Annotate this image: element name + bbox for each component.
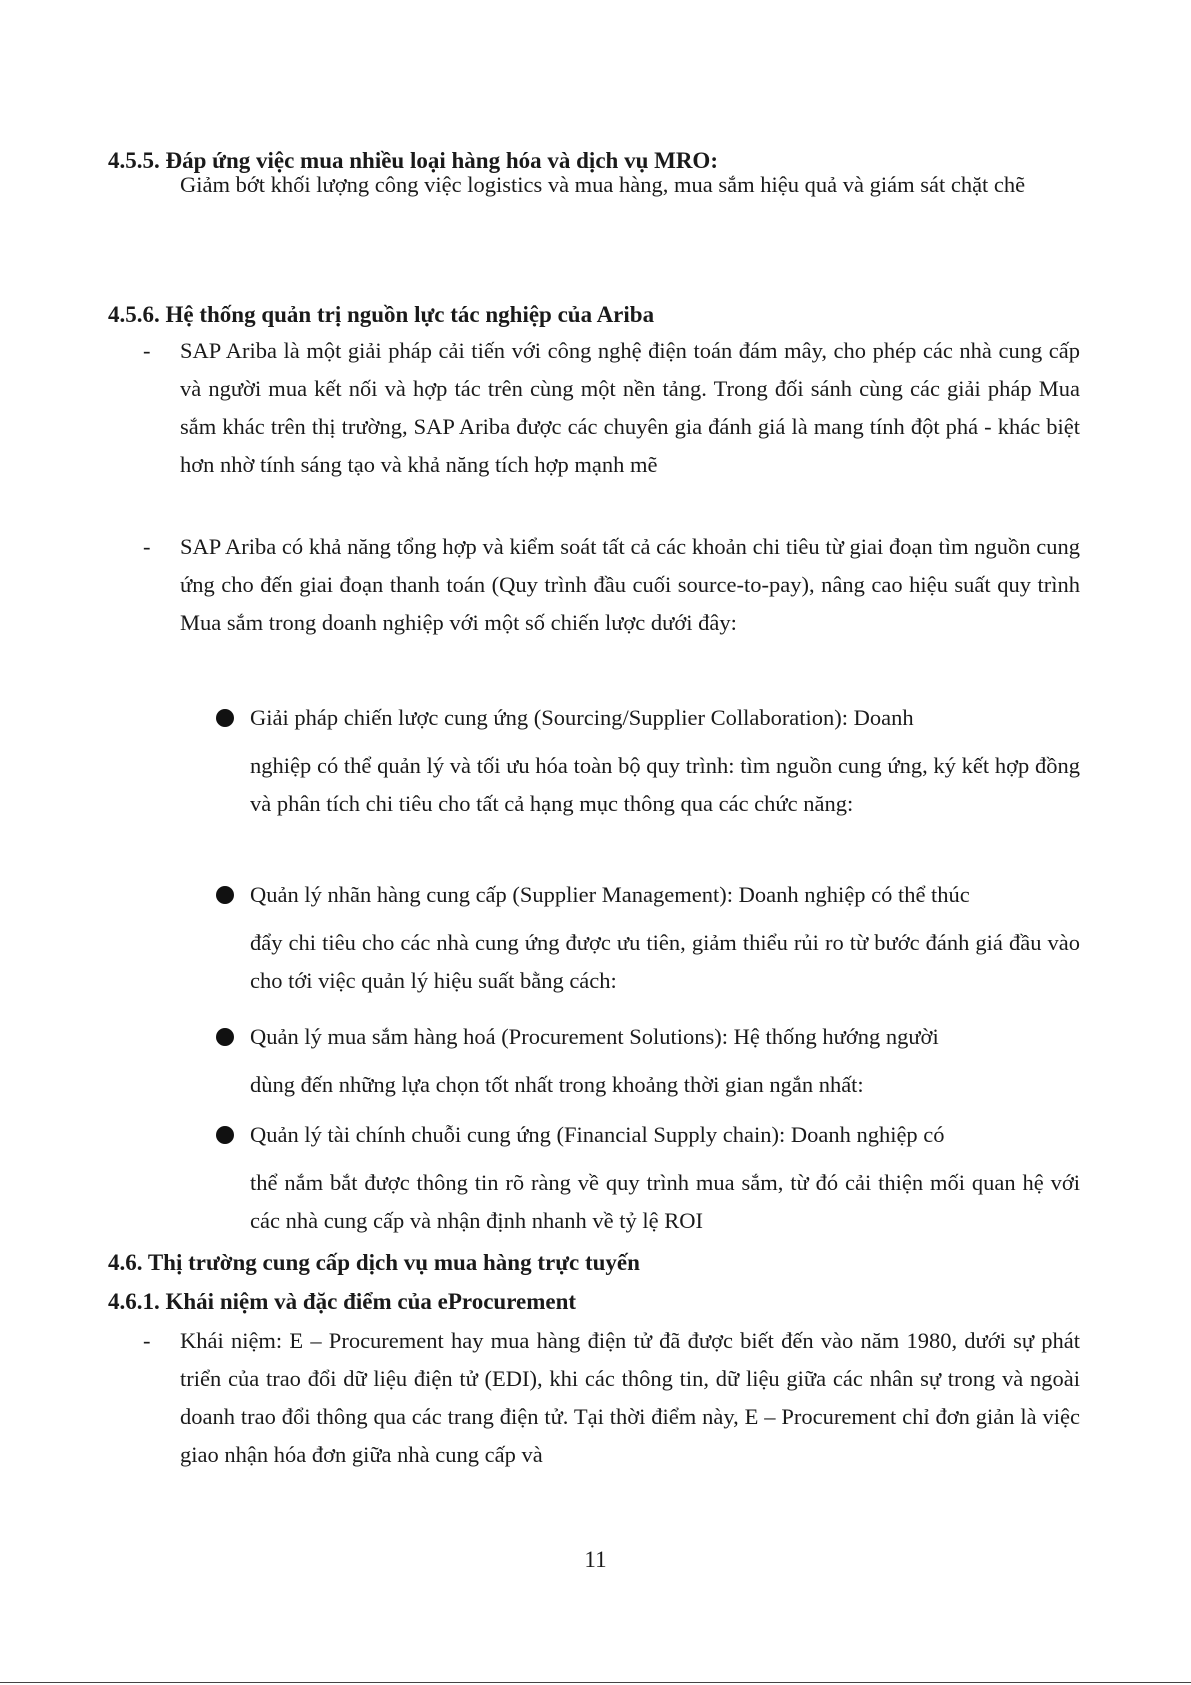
section-heading-4-6: 4.6. Thị trường cung cấp dịch vụ mua hàng trực tuyến bbox=[108, 1250, 640, 1275]
bullet-dot-icon bbox=[216, 1126, 234, 1144]
bullet-first-line: Quản lý nhãn hàng cung cấp (Supplier Management): Doanh nghiệp có thể thúc bbox=[250, 882, 970, 907]
bullet-first-line: Quản lý tài chính chuỗi cung ứng (Financial Supply chain): Doanh nghiệp có bbox=[250, 1122, 945, 1147]
eprocurement-definition-paragraph: Khái niệm: E – Procurement hay mua hàng điện tử đã được biết đến vào năm 1980, dưới sự phát triển của trao đổi dữ liệu điện tử (EDI), khi các thông tin, dữ liệu giữa các nhân sự trong và ngoài doanh trao đổi thông qua các trang điện tử. Tại thời điểm này, E – Procurement chỉ đơn giản là việc giao nhận hóa đơn giữa nhà cung cấp và bbox=[180, 1328, 1080, 1467]
ariba-paragraph-2: SAP Ariba có khả năng tổng hợp và kiểm soát tất cả các khoản chi tiêu từ giai đoạn tìm nguồn cung ứng cho đến giai đoạn thanh toán (Quy trình đầu cuối source-to-pay), nâng cao hiệu suất quy trình Mua sắm trong doanh nghiệp với một số chiến lược dưới đây: bbox=[180, 534, 1080, 635]
dash-marker: - bbox=[143, 534, 151, 559]
section-heading-4-5-6: 4.5.6. Hệ thống quản trị nguồn lực tác nghiệp của Ariba bbox=[108, 302, 655, 327]
section-heading-4-5-5: 4.5.5. Đáp ứng việc mua nhiều loại hàng hóa và dịch vụ MRO: bbox=[108, 148, 718, 173]
bullet-item-financial-supply-chain bbox=[250, 1116, 1080, 1240]
bullet-continuation: đẩy chi tiêu cho các nhà cung ứng được ưu tiên, giảm thiểu rủi ro từ bước đánh giá đầu vào cho tới việc quản lý hiệu suất bằng cách: bbox=[250, 930, 1080, 993]
bottom-divider bbox=[0, 1682, 1191, 1683]
ariba-paragraph-1: SAP Ariba là một giải pháp cải tiến với công nghệ điện toán đám mây, cho phép các nhà cung cấp và người mua kết nối và hợp tác trên cùng một nền tảng. Trong đối sánh cùng các giải pháp Mua sắm khác trên thị trường, SAP Ariba được các chuyên gia đánh giá là mang tính đột phá - khác biệt hơn nhờ tính sáng tạo và khả năng tích hợp mạnh mẽ bbox=[180, 338, 1080, 477]
bullet-dot-icon bbox=[216, 1028, 234, 1046]
dash-marker: - bbox=[143, 338, 151, 363]
bullet-item-supplier-management bbox=[250, 876, 1080, 1000]
bullet-first-line: Quản lý mua sắm hàng hoá (Procurement Solutions): Hệ thống hướng người bbox=[250, 1024, 939, 1049]
bullet-first-line: Giải pháp chiến lược cung ứng (Sourcing/Supplier Collaboration): Doanh bbox=[250, 705, 914, 730]
bullet-dot-icon bbox=[216, 709, 234, 727]
page-number: 11 bbox=[584, 1547, 607, 1572]
bullet-item-procurement-solutions bbox=[250, 1018, 1080, 1104]
bullet-item-sourcing bbox=[250, 699, 1080, 823]
section-heading-4-6-1: 4.6.1. Khái niệm và đặc điểm của eProcurement bbox=[108, 1289, 577, 1314]
bullet-continuation: dùng đến những lựa chọn tốt nhất trong khoảng thời gian ngắn nhất: bbox=[250, 1072, 864, 1097]
section-4-5-5-paragraph: Giảm bớt khối lượng công việc logistics và mua hàng, mua sắm hiệu quả và giám sát chặt chẽ bbox=[180, 172, 1026, 197]
dash-marker: - bbox=[143, 1328, 151, 1353]
bullet-continuation: thể nắm bắt được thông tin rõ ràng về quy trình mua sắm, từ đó cải thiện mối quan hệ với các nhà cung cấp và nhận định nhanh về tỷ lệ ROI bbox=[250, 1170, 1080, 1233]
bullet-continuation: nghiệp có thể quản lý và tối ưu hóa toàn bộ quy trình: tìm nguồn cung ứng, ký kết hợp đồng và phân tích chi tiêu cho tất cả hạng mục thông qua các chức năng: bbox=[250, 753, 1080, 816]
bullet-dot-icon bbox=[216, 886, 234, 904]
